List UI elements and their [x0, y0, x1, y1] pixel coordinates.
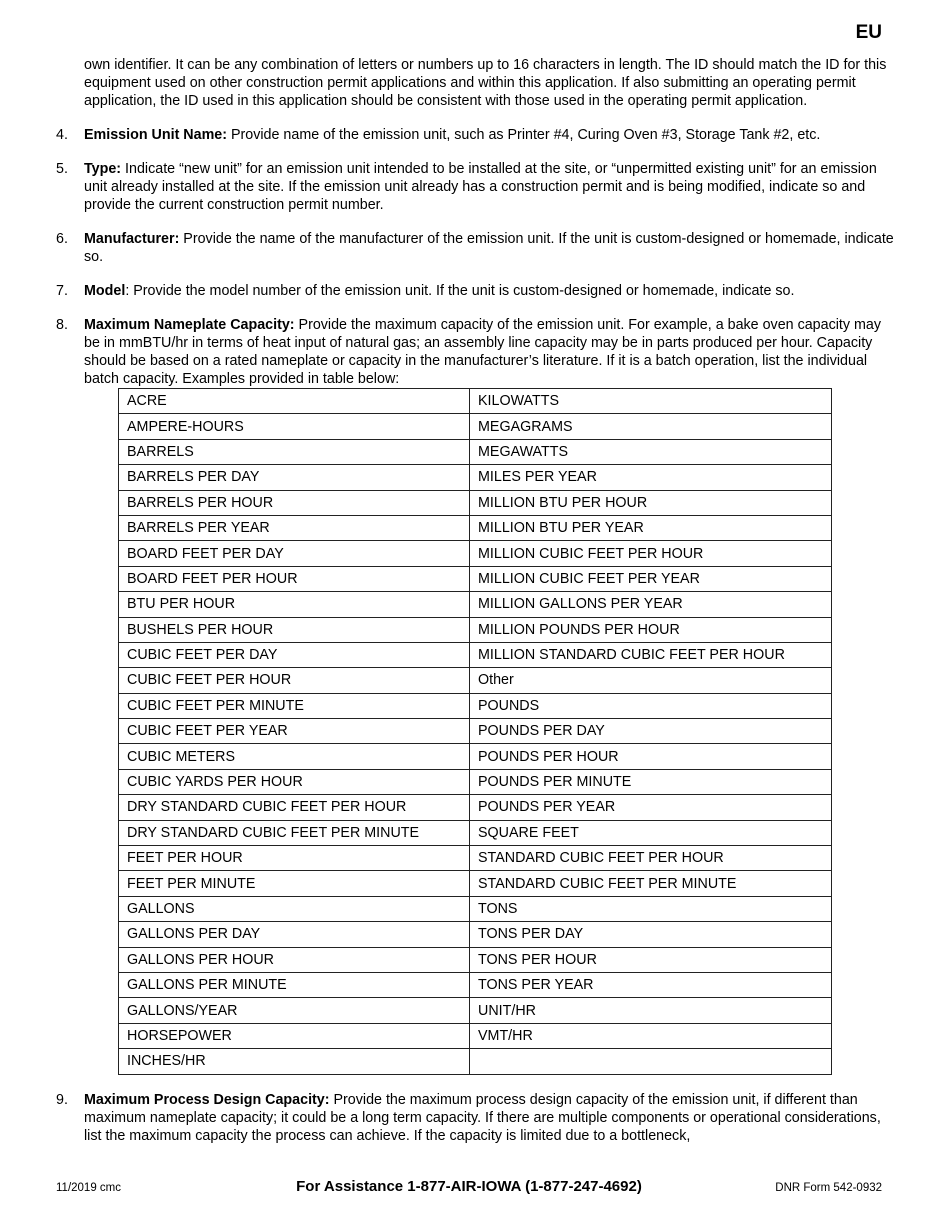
table-cell: INCHES/HR	[119, 1049, 470, 1074]
item-number: 7.	[56, 283, 68, 299]
instruction-item	[56, 1091, 894, 1145]
table-cell: MILLION BTU PER HOUR	[470, 490, 832, 515]
table-cell: FEET PER MINUTE	[119, 871, 470, 896]
table-cell: GALLONS/YEAR	[119, 998, 470, 1023]
item-text	[84, 282, 894, 300]
item-description: Provide the maximum process design capacity of the emission unit, if different than maximum nameplate capacity; it could be a long term capacity. If there are multiple components or operational considerations, list the maximum capacity the process can achieve. If the capacity is limited due to a bottleneck,	[84, 1091, 881, 1144]
table-row	[119, 617, 832, 642]
item-label: Emission Unit Name:	[84, 127, 227, 143]
table-cell: MEGAGRAMS	[470, 414, 832, 439]
item-text	[84, 316, 894, 388]
table-cell: CUBIC YARDS PER HOUR	[119, 769, 470, 794]
instruction-list	[56, 126, 894, 1145]
assistance-hotline: For Assistance 1-877-AIR-IOWA (1-877-247-4692)	[296, 1178, 642, 1195]
table-row	[119, 744, 832, 769]
table-cell: VMT/HR	[470, 1023, 832, 1048]
table-cell: BARRELS PER DAY	[119, 465, 470, 490]
table-cell	[470, 1049, 832, 1074]
table-cell: MILLION STANDARD CUBIC FEET PER HOUR	[470, 642, 832, 667]
table-row	[119, 820, 832, 845]
table-row	[119, 947, 832, 972]
table-cell: MILLION POUNDS PER HOUR	[470, 617, 832, 642]
table-cell: BARRELS PER HOUR	[119, 490, 470, 515]
item-number: 6.	[56, 231, 68, 247]
table-cell: CUBIC FEET PER MINUTE	[119, 693, 470, 718]
table-cell: CUBIC FEET PER HOUR	[119, 668, 470, 693]
table-cell: BARRELS	[119, 439, 470, 464]
table-cell: TONS PER DAY	[470, 922, 832, 947]
table-cell: UNIT/HR	[470, 998, 832, 1023]
table-cell: MILES PER YEAR	[470, 465, 832, 490]
table-cell: POUNDS	[470, 693, 832, 718]
table-cell: HORSEPOWER	[119, 1023, 470, 1048]
item-text	[84, 160, 894, 214]
item-label: Maximum Nameplate Capacity:	[84, 317, 295, 333]
table-cell: TONS PER YEAR	[470, 972, 832, 997]
table-cell: GALLONS	[119, 896, 470, 921]
table-cell: KILOWATTS	[470, 389, 832, 414]
table-row	[119, 795, 832, 820]
table-cell: CUBIC FEET PER YEAR	[119, 719, 470, 744]
instruction-item	[56, 160, 894, 214]
item-label: Type:	[84, 161, 122, 177]
table-cell: DRY STANDARD CUBIC FEET PER HOUR	[119, 795, 470, 820]
page-footer	[56, 1178, 882, 1198]
table-cell: MEGAWATTS	[470, 439, 832, 464]
table-cell: GALLONS PER MINUTE	[119, 972, 470, 997]
table-row	[119, 439, 832, 464]
instruction-item	[56, 316, 894, 388]
table-row	[119, 541, 832, 566]
table-cell: MILLION CUBIC FEET PER YEAR	[470, 566, 832, 591]
table-cell: POUNDS PER MINUTE	[470, 769, 832, 794]
table-row	[119, 1049, 832, 1074]
item-text	[84, 230, 894, 266]
item-text	[84, 126, 894, 144]
item-label: Maximum Process Design Capacity:	[84, 1091, 330, 1108]
table-row	[119, 922, 832, 947]
table-row	[119, 592, 832, 617]
table-row	[119, 769, 832, 794]
table-row	[119, 389, 832, 414]
item-label: Model	[84, 283, 126, 299]
table-cell: MILLION CUBIC FEET PER HOUR	[470, 541, 832, 566]
item-number: 9.	[56, 1091, 68, 1108]
table-cell: MILLION GALLONS PER YEAR	[470, 592, 832, 617]
table-row	[119, 846, 832, 871]
table-cell: CUBIC METERS	[119, 744, 470, 769]
table-cell: AMPERE-HOURS	[119, 414, 470, 439]
table-row	[119, 693, 832, 718]
instruction-item	[56, 230, 894, 266]
form-number: DNR Form 542-0932	[775, 1182, 882, 1194]
instruction-item	[56, 126, 894, 144]
item-description: : Provide the model number of the emission unit. If the unit is custom-designed or homemade, indicate so.	[125, 283, 795, 299]
table-cell: POUNDS PER DAY	[470, 719, 832, 744]
instruction-item	[56, 282, 894, 300]
capacity-units-table	[118, 388, 832, 1075]
table-row	[119, 998, 832, 1023]
intro-paragraph: own identifier. It can be any combination of letters or numbers up to 16 characters in length. The ID should match the ID for this equipment used on other construction permit applications and within this application. If also submitting an operating permit application, the ID used in this application should be consistent with those used in the operating permit application.	[84, 57, 887, 109]
revision-date: 11/2019 cmc	[56, 1182, 121, 1194]
table-row	[119, 871, 832, 896]
table-cell: GALLONS PER DAY	[119, 922, 470, 947]
item-number: 8.	[56, 317, 68, 333]
table-cell: ACRE	[119, 389, 470, 414]
table-cell: TONS	[470, 896, 832, 921]
instructions-body	[56, 56, 894, 1145]
table-row	[119, 668, 832, 693]
table-row	[119, 566, 832, 591]
table-cell: Other	[470, 668, 832, 693]
table-row	[119, 972, 832, 997]
table-cell: POUNDS PER HOUR	[470, 744, 832, 769]
item-label: Manufacturer:	[84, 231, 180, 247]
table-cell: BUSHELS PER HOUR	[119, 617, 470, 642]
item-number: 5.	[56, 161, 68, 177]
table-row	[119, 490, 832, 515]
table-row	[119, 465, 832, 490]
item-description: Provide the name of the manufacturer of the emission unit. If the unit is custom-designed or homemade, indicate so.	[84, 231, 894, 265]
table-cell: POUNDS PER YEAR	[470, 795, 832, 820]
table-row	[119, 515, 832, 540]
table-cell: STANDARD CUBIC FEET PER HOUR	[470, 846, 832, 871]
table-cell: DRY STANDARD CUBIC FEET PER MINUTE	[119, 820, 470, 845]
item-text	[84, 1091, 894, 1145]
table-cell: BOARD FEET PER DAY	[119, 541, 470, 566]
item-description: Indicate “new unit” for an emission unit intended to be installed at the site, or “unpermitted existing unit” for an emission unit already installed at the site. If the emission unit already has a construction permit and is being modified, indicate so and provide the current construction permit number.	[84, 161, 877, 213]
item-description: Provide the maximum capacity of the emission unit. For example, a bake oven capacity may be in mmBTU/hr in terms of heat input of natural gas; an assembly line capacity may be in parts produced per hour. Capacity should be based on a rated nameplate or capacity in the manufacturer’s literature. If it is a batch operation, list the individual batch capacity. Examples provided in table below:	[84, 317, 882, 387]
table-row	[119, 1023, 832, 1048]
item-description: Provide name of the emission unit, such as Printer #4, Curing Oven #3, Storage Tank #2, etc.	[227, 127, 821, 143]
table-cell: TONS PER HOUR	[470, 947, 832, 972]
table-row	[119, 719, 832, 744]
table-row	[119, 414, 832, 439]
table-row	[119, 896, 832, 921]
item-number: 4.	[56, 127, 68, 143]
table-row	[119, 642, 832, 667]
table-cell: CUBIC FEET PER DAY	[119, 642, 470, 667]
form-section-code: EU	[855, 22, 882, 43]
table-cell: GALLONS PER HOUR	[119, 947, 470, 972]
table-cell: STANDARD CUBIC FEET PER MINUTE	[470, 871, 832, 896]
table-cell: MILLION BTU PER YEAR	[470, 515, 832, 540]
table-cell: BOARD FEET PER HOUR	[119, 566, 470, 591]
table-cell: FEET PER HOUR	[119, 846, 470, 871]
table-cell: SQUARE FEET	[470, 820, 832, 845]
table-cell: BTU PER HOUR	[119, 592, 470, 617]
table-cell: BARRELS PER YEAR	[119, 515, 470, 540]
